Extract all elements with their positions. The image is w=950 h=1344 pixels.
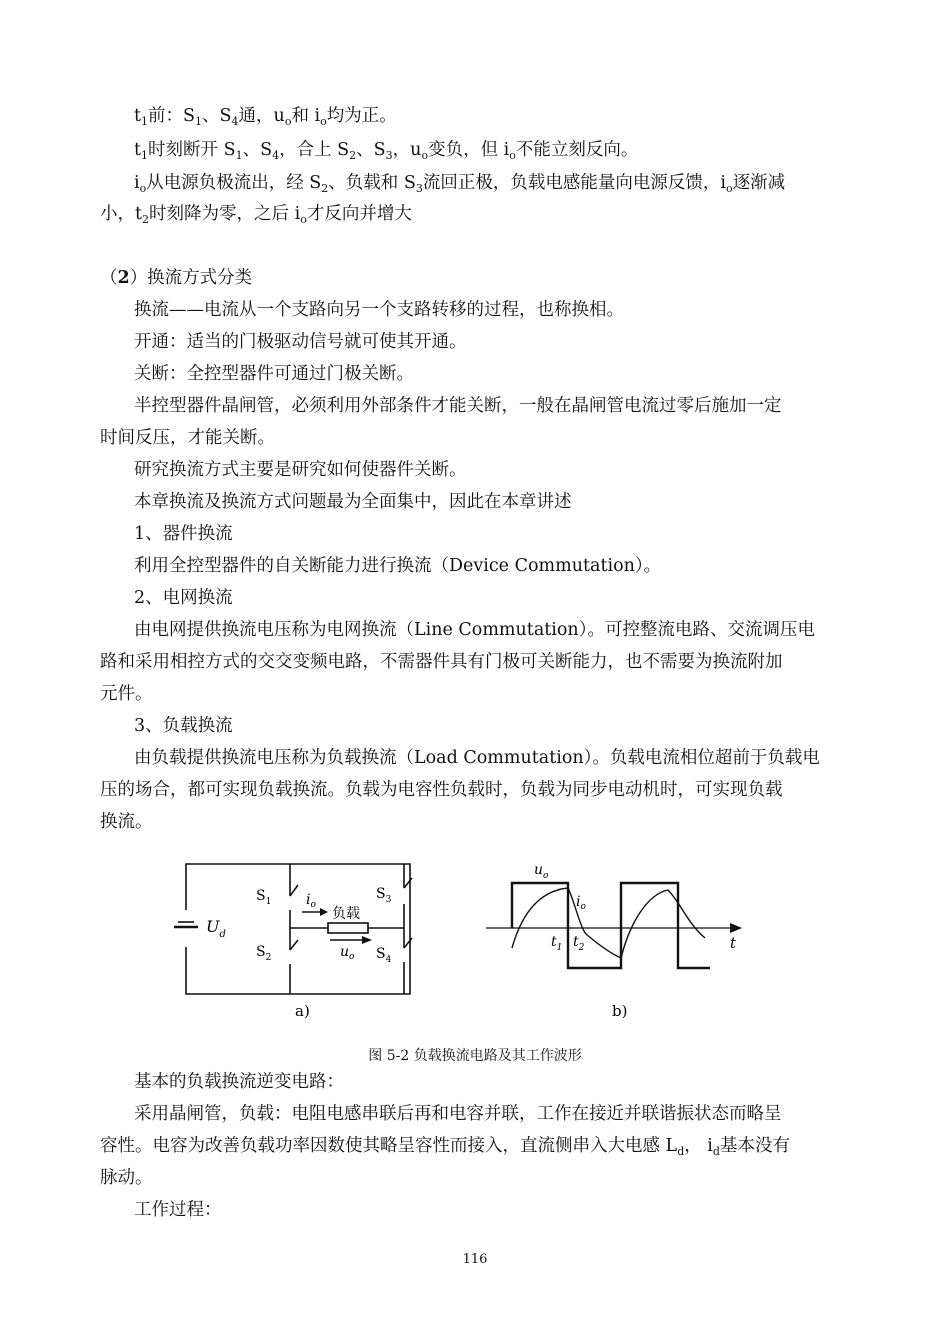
paragraph-basic-circuit: 基本的负载换流逆变电路： bbox=[134, 1072, 344, 1092]
label-uo: $u_o$ bbox=[340, 944, 355, 962]
voltage-arrow-head bbox=[362, 936, 372, 944]
figure-diagram bbox=[160, 852, 760, 1027]
wave-label-t1: $t_1$ bbox=[551, 934, 563, 953]
paragraph-line-commutation-3: 元件。 bbox=[100, 684, 153, 704]
paragraph-load-commutation-1: 由负载提供换流电压称为负载换流（Load Commutation）。负载电流相位超前于负载电 bbox=[134, 748, 820, 768]
wave-label-uo: $u_o$ bbox=[534, 862, 549, 881]
figure-caption: 图 5-2 负载换流电路及其工作波形 bbox=[368, 1048, 582, 1064]
figure-5-2 bbox=[160, 852, 760, 1027]
label-s1: $S_1$ bbox=[256, 888, 272, 907]
text-line-2: $t_1$时刻断开 $S_1$、$S_4$，合上 $S_2$、$S_3$，$u_o$变负，但 $i_o$不能立刻反向。 bbox=[134, 140, 639, 162]
label-load: 负载 bbox=[332, 906, 360, 922]
wave-label-io: $i_o$ bbox=[576, 894, 586, 912]
time-axis-arrow bbox=[730, 923, 742, 933]
text-line-1: $t_1$前：$S_1$、$S_4$通，$u_o$和 $i_o$均为正。 bbox=[134, 106, 397, 128]
current-arrow-head bbox=[320, 908, 328, 916]
paragraph-turn-off: 关断：全控型器件可通过门极关断。 bbox=[134, 364, 414, 384]
paragraph-thyristor-load-1: 采用晶闸管，负载：电阻电感串联后再和电容并联，工作在接近并联谐振状态而略呈 bbox=[134, 1104, 782, 1124]
paragraph-working-process: 工作过程： bbox=[134, 1200, 222, 1220]
label-s3: $S_3$ bbox=[376, 886, 392, 905]
section-heading: （2）换流方式分类 bbox=[100, 268, 253, 288]
text-line-3: $i_o$从电源负极流出，经 $S_2$、负载和 $S_3$流回正极，负载电感能量向电源反馈，$i_o$逐渐减 bbox=[134, 173, 786, 195]
paragraph-line-commutation-1: 由电网提供换流电压称为电网换流（Line Commutation）。可控整流电路、交流调压电 bbox=[134, 620, 815, 640]
label-s4: $S_4$ bbox=[376, 946, 392, 965]
heading-load-commutation: 3、负载换流 bbox=[134, 716, 233, 736]
paragraph-device-commutation: 利用全控型器件的自关断能力进行换流（Device Commutation）。 bbox=[134, 556, 662, 576]
heading-device-commutation: 1、器件换流 bbox=[134, 524, 233, 544]
paragraph-load-commutation-2: 压的场合，都可实现负载换流。负载为电容性负载时，负载为同步电动机时，可实现负载 bbox=[100, 780, 783, 800]
wave-label-t2: $t_2$ bbox=[573, 934, 585, 953]
label-io: $i_o$ bbox=[306, 892, 316, 910]
figure-label-b: b) bbox=[612, 1002, 628, 1020]
label-s2: $S_2$ bbox=[256, 944, 272, 963]
paragraph-load-commutation-3: 换流。 bbox=[100, 812, 153, 832]
paragraph-thyristor-load-2: 容性。电容为改善负载功率因数使其略呈容性而接入，直流侧串入大电感 $L_d$， $i_d$基本没有 bbox=[100, 1136, 790, 1158]
paragraph-thyristor-line-2: 时间反压，才能关断。 bbox=[100, 428, 275, 448]
paragraph-thyristor-load-3: 脉动。 bbox=[100, 1168, 153, 1188]
label-ud: $U_d$ bbox=[206, 917, 226, 940]
paragraph-line-commutation-2: 路和采用相控方式的交交变频电路，不需器件具有门极可关断能力，也不需要为换流附加 bbox=[100, 652, 783, 672]
paragraph-chapter: 本章换流及换流方式问题最为全面集中，因此在本章讲述 bbox=[134, 492, 572, 512]
text-line-4: 小，$t_2$时刻降为零，之后 $i_o$才反向并增大 bbox=[100, 204, 412, 226]
paragraph-research: 研究换流方式主要是研究如何使器件关断。 bbox=[134, 460, 467, 480]
waveform-diagram bbox=[486, 883, 736, 968]
paragraph-commutation-def: 换流——电流从一个支路向另一个支路转移的过程，也称换相。 bbox=[134, 300, 624, 320]
figure-label-a: a) bbox=[295, 1002, 310, 1020]
page-number: 116 bbox=[462, 1252, 488, 1267]
wave-label-t-axis: t bbox=[730, 934, 737, 952]
heading-line-commutation: 2、电网换流 bbox=[134, 588, 233, 608]
paragraph-turn-on: 开通：适当的门极驱动信号就可使其开通。 bbox=[134, 332, 467, 352]
paragraph-thyristor-line-1: 半控型器件晶闸管，必须利用外部条件才能关断，一般在晶闸管电流过零后施加一定 bbox=[134, 396, 782, 416]
